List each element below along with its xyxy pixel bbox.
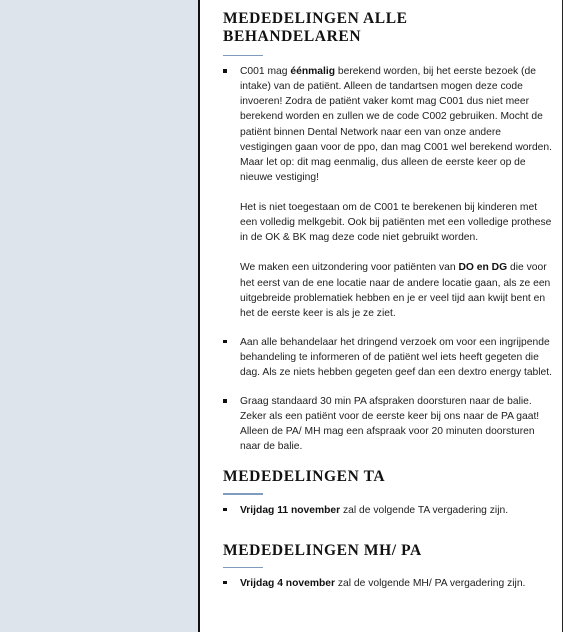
text: die voor het eerst van de ene locatie naar de andere locatie gaan, als ze een uitgebreide problematiek hebben en je er veel tijd aan kwijt bent en het de eerste keer is als je ze ziet.	[240, 262, 551, 319]
section-announcements-all-practitioners	[223, 0, 553, 454]
bullet-list	[223, 503, 553, 518]
bullet-list	[223, 576, 553, 591]
bullet-item	[223, 335, 553, 380]
text: berekend worden, bij het eerste bezoek (de intake) van de patiënt. Alleen de tandartsen mogen deze code invoeren! Zodra de patiënt vaker komt mag C001 dus niet meer berekend worden en zullen we de code C002 gebruiken. Mocht de patiënt binnen Dental Network naar een van onze andere vestigingen gaan voor de ppo, dan mag C001 wel berekend worden. Maar let op: dit mag eenmalig, dus alleen de eerste keer op de nieuwe vestiging!	[240, 66, 552, 183]
paragraph	[240, 64, 553, 185]
heading-line: MEDEDELINGEN ALLE	[223, 10, 408, 27]
bullet-item	[223, 64, 553, 321]
section-heading	[223, 542, 553, 560]
bullet-icon	[223, 508, 227, 512]
paragraph	[240, 335, 553, 380]
newsletter-content	[223, 0, 553, 591]
bullet-icon	[223, 340, 227, 344]
paragraph	[240, 200, 553, 245]
bullet-list	[223, 64, 553, 454]
column-divider-right	[562, 0, 563, 632]
column-divider-left	[198, 0, 200, 632]
heading-underline	[223, 493, 263, 494]
paragraph	[240, 394, 553, 454]
paragraph	[240, 503, 553, 518]
heading-line: MEDEDELINGEN MH/ PA	[223, 541, 422, 559]
section-announcements-ta	[223, 468, 553, 517]
text: zal de volgende MH/ PA vergadering zijn.	[335, 577, 526, 589]
paragraph	[240, 576, 553, 591]
bold-text: DO en DG	[458, 262, 508, 274]
text: Aan alle behandelaar het dringend verzoek om voor een ingrijpende behandeling te informeren of de patiënt wel iets heeft gegeten die dag. Als ze niets hebben gegeten geef dan een dextro energy tablet.	[240, 336, 553, 378]
bullet-icon	[223, 69, 227, 73]
bullet-item	[223, 503, 553, 518]
bullet-item	[223, 576, 553, 591]
heading-line: MEDEDELINGEN TA	[223, 468, 386, 486]
left-sidebar-panel	[0, 0, 198, 632]
section-announcements-mh-pa	[223, 542, 553, 591]
bold-text: Vrijdag 11 november	[240, 504, 341, 516]
bold-text: Vrijdag 4 november	[240, 577, 335, 589]
text: We maken een uitzondering voor patiënten van	[240, 262, 459, 274]
bullet-icon	[223, 399, 227, 403]
heading-line: BEHANDELAREN	[223, 28, 362, 45]
bold-text: éénmalig	[290, 66, 336, 78]
heading-underline	[223, 567, 263, 568]
section-heading	[223, 10, 553, 46]
section-heading	[223, 468, 553, 486]
heading-underline	[223, 55, 263, 56]
text: Het is niet toegestaan om de C001 te berekenen bij kinderen met een volledig melkgebit. Ook bij patiënten met een volledige prothese in de OK & BK mag deze code niet gebruikt worden.	[240, 202, 552, 244]
bullet-item	[223, 394, 553, 454]
bullet-icon	[223, 581, 227, 585]
text: zal de volgende TA vergadering zijn.	[340, 504, 509, 516]
text: C001 mag	[240, 66, 291, 78]
paragraph	[240, 260, 553, 320]
text: Graag standaard 30 min PA afspraken doorsturen naar de balie. Zeker als een patiënt voor de eerste keer bij ons naar de PA gaat! Alleen de PA/ MH mag een afspraak voor 20 minuten doorsturen naar de balie.	[240, 396, 540, 453]
